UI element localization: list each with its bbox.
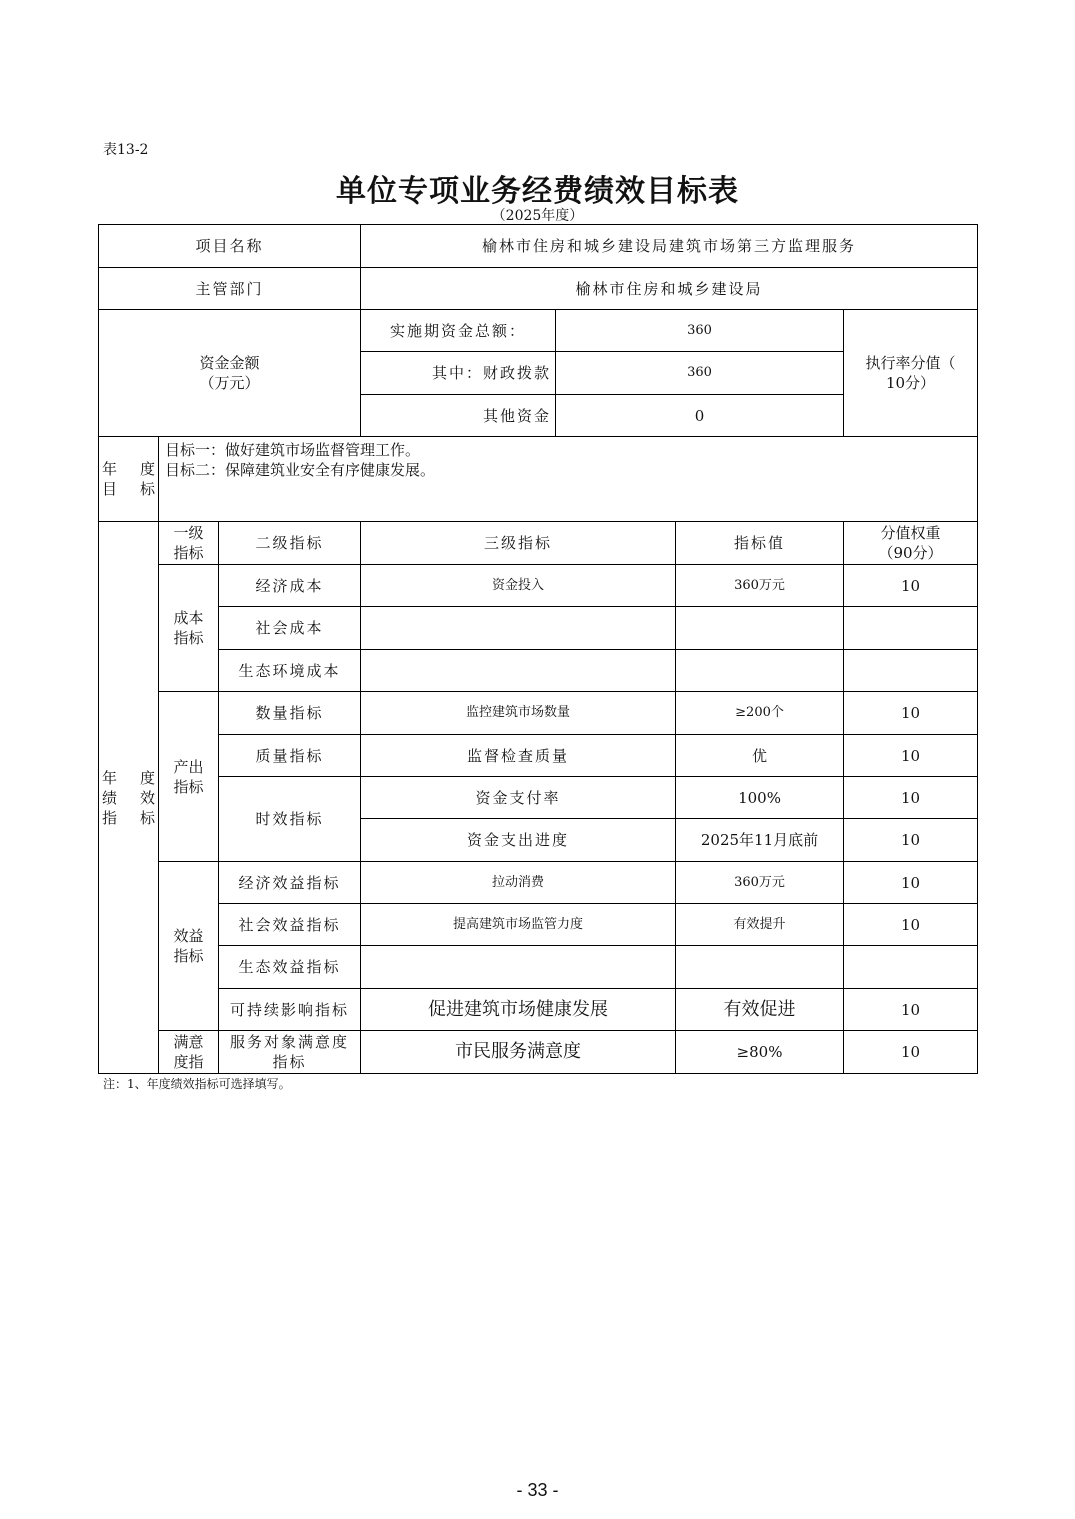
benefit-l3 bbox=[361, 946, 676, 989]
table-row bbox=[99, 565, 978, 607]
annual-goals-row bbox=[99, 437, 978, 522]
output-l3: 资金支出进度 bbox=[361, 819, 676, 862]
cost-value bbox=[676, 607, 844, 650]
output-l2: 质量指标 bbox=[219, 735, 361, 777]
funds-label-line1: 资金金额 bbox=[199, 354, 260, 372]
project-row bbox=[99, 225, 978, 268]
cost-l2: 生态环境成本 bbox=[219, 650, 361, 692]
output-weight: 10 bbox=[844, 735, 978, 777]
output-l3: 监控建筑市场数量 bbox=[361, 692, 676, 735]
satisfaction-l2: 服务对象满意度 指标 bbox=[219, 1031, 361, 1074]
table-row bbox=[99, 989, 978, 1031]
indicator-header-row bbox=[99, 522, 978, 565]
output-value: ≥200个 bbox=[676, 692, 844, 735]
funds-total-value: 360 bbox=[556, 310, 844, 352]
cost-indicator-label: 成本 指标 bbox=[159, 565, 219, 692]
benefit-l2: 社会效益指标 bbox=[219, 904, 361, 946]
execution-rate-line2: 10分） bbox=[885, 374, 936, 392]
cost-weight: 10 bbox=[844, 565, 978, 607]
output-weight: 10 bbox=[844, 692, 978, 735]
funds-fiscal-label: 其中：财政拨款 bbox=[361, 352, 556, 395]
annual-performance-indicators-label: 年 度 绩 效 指 标 bbox=[99, 522, 159, 1074]
benefit-weight: 10 bbox=[844, 904, 978, 946]
table-row bbox=[99, 862, 978, 904]
table-row bbox=[99, 735, 978, 777]
page-subtitle: （2025年度） bbox=[491, 208, 584, 224]
output-l3: 资金支付率 bbox=[361, 777, 676, 819]
satisfaction-l3: 市民服务满意度 bbox=[361, 1031, 676, 1074]
performance-target-table bbox=[98, 224, 978, 1074]
table-row bbox=[99, 650, 978, 692]
cost-value: 360万元 bbox=[676, 565, 844, 607]
benefit-l2: 经济效益指标 bbox=[219, 862, 361, 904]
annual-goals-label: 年 度 目 标 bbox=[99, 437, 159, 522]
benefit-l3: 拉动消费 bbox=[361, 862, 676, 904]
benefit-weight: 10 bbox=[844, 989, 978, 1031]
cost-l3 bbox=[361, 607, 676, 650]
table-row bbox=[99, 777, 978, 819]
output-indicator-label: 产出 指标 bbox=[159, 692, 219, 862]
cost-weight bbox=[844, 650, 978, 692]
satisfaction-weight: 10 bbox=[844, 1031, 978, 1074]
table-row bbox=[99, 904, 978, 946]
benefit-value bbox=[676, 946, 844, 989]
table-note: 注：1、年度绩效指标可选择填写。 bbox=[103, 1077, 291, 1091]
output-value: 优 bbox=[676, 735, 844, 777]
output-timeliness-label: 时效指标 bbox=[219, 777, 361, 862]
header-weight: 分值权重 （90分） bbox=[844, 522, 978, 565]
annual-goals-content bbox=[159, 437, 978, 522]
table-row bbox=[99, 692, 978, 735]
table-row bbox=[99, 1031, 978, 1074]
funds-other-value: 0 bbox=[556, 395, 844, 437]
project-value: 榆林市住房和城乡建设局建筑市场第三方监理服务 bbox=[361, 225, 978, 268]
benefit-l3: 提高建筑市场监管力度 bbox=[361, 904, 676, 946]
funds-fiscal-value: 360 bbox=[556, 352, 844, 395]
execution-rate-score bbox=[844, 310, 978, 437]
benefit-weight: 10 bbox=[844, 862, 978, 904]
output-weight: 10 bbox=[844, 819, 978, 862]
output-value: 100% bbox=[676, 777, 844, 819]
benefit-value: 有效促进 bbox=[676, 989, 844, 1031]
satisfaction-indicator-label: 满意 度指 bbox=[159, 1031, 219, 1074]
benefit-l3: 促进建筑市场健康发展 bbox=[361, 989, 676, 1031]
goal-one: 目标一：做好建筑市场监督管理工作。 bbox=[165, 441, 421, 459]
funds-total-row bbox=[99, 310, 978, 352]
header-level2: 二级指标 bbox=[219, 522, 361, 565]
department-row bbox=[99, 268, 978, 310]
benefit-value: 360万元 bbox=[676, 862, 844, 904]
cost-l2: 经济成本 bbox=[219, 565, 361, 607]
benefit-l2: 可持续影响指标 bbox=[219, 989, 361, 1031]
goal-two: 目标二：保障建筑业安全有序健康发展。 bbox=[165, 461, 436, 479]
header-level1: 一级 指标 bbox=[159, 522, 219, 565]
header-level3: 三级指标 bbox=[361, 522, 676, 565]
benefit-value: 有效提升 bbox=[676, 904, 844, 946]
benefit-l2: 生态效益指标 bbox=[219, 946, 361, 989]
output-value: 2025年11月底前 bbox=[676, 819, 844, 862]
cost-l2: 社会成本 bbox=[219, 607, 361, 650]
page-title: 单位专项业务经费绩效目标表 bbox=[336, 174, 739, 209]
funds-label-line2: （万元） bbox=[199, 374, 260, 392]
project-label: 项目名称 bbox=[99, 225, 361, 268]
page-number: - 33 - bbox=[516, 1480, 559, 1500]
funds-total-label: 实施期资金总额： bbox=[361, 310, 556, 352]
department-value: 榆林市住房和城乡建设局 bbox=[361, 268, 978, 310]
cost-l3 bbox=[361, 650, 676, 692]
execution-rate-line1: 执行率分值（ bbox=[865, 354, 956, 372]
department-label: 主管部门 bbox=[99, 268, 361, 310]
table-number: 表13-2 bbox=[103, 142, 149, 158]
cost-value bbox=[676, 650, 844, 692]
header-value: 指标值 bbox=[676, 522, 844, 565]
benefit-indicator-label: 效益 指标 bbox=[159, 862, 219, 1031]
funds-other-label: 其他资金 bbox=[361, 395, 556, 437]
benefit-weight bbox=[844, 946, 978, 989]
cost-weight bbox=[844, 607, 978, 650]
cost-l3: 资金投入 bbox=[361, 565, 676, 607]
funds-label bbox=[99, 310, 361, 437]
output-weight: 10 bbox=[844, 777, 978, 819]
output-l3: 监督检查质量 bbox=[361, 735, 676, 777]
table-row bbox=[99, 946, 978, 989]
output-l2: 数量指标 bbox=[219, 692, 361, 735]
table-row bbox=[99, 607, 978, 650]
satisfaction-value: ≥80% bbox=[676, 1031, 844, 1074]
